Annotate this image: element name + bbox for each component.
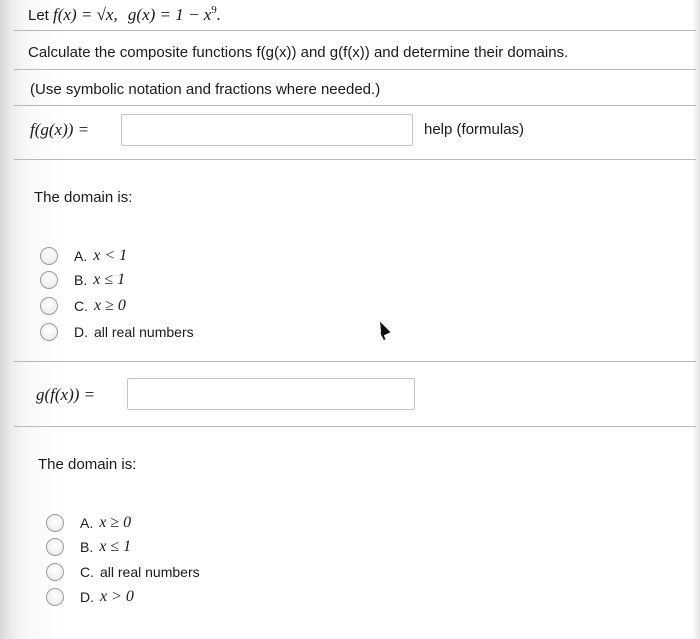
fg-label-text: f(g(x)) = [30,120,90,139]
option-1d[interactable] [40,322,194,342]
g-definition-end: . [216,5,222,24]
option-text: x ≥ 0 [94,297,126,314]
divider [14,30,696,31]
page-edge [692,0,700,639]
option-text: x ≤ 1 [93,271,126,288]
g-definition: g(x) = 1 − x [127,5,212,24]
g-exponent: 9 [211,4,217,16]
radio-button[interactable] [46,563,64,581]
instruction-text: Calculate the composite functions f(g(x)) and g(f(x)) and determine their domains. [28,44,569,61]
option-text: all real numbers [94,324,194,340]
option-text: all real numbers [100,564,200,580]
option-2b[interactable] [46,537,131,557]
radio-button[interactable] [46,588,64,606]
fg-label [30,120,89,140]
gf-label-text: g(f(x)) = [36,385,96,404]
option-1a[interactable] [40,246,127,266]
option-1b[interactable] [40,270,125,290]
option-text: x ≥ 0 [99,514,132,531]
divider [14,69,696,70]
radio-button[interactable] [40,297,58,315]
option-letter: B. [80,539,94,555]
option-letter: A. [80,515,94,531]
radio-button[interactable] [40,271,58,289]
radio-button[interactable] [46,538,64,556]
option-letter: C. [74,298,88,314]
divider [14,426,696,427]
divider [14,159,696,160]
option-text: x ≤ 1 [99,538,132,555]
domain-label-2: The domain is: [38,456,137,473]
help-formulas-link[interactable] [424,121,524,138]
notation-note: (Use symbolic notation and fractions where needed.) [30,81,381,98]
gf-label [36,385,95,405]
option-letter: D. [74,324,88,340]
f-definition: f(x) = √x, [53,5,118,24]
option-1c[interactable] [40,296,126,316]
option-2d[interactable] [46,587,134,607]
divider [14,105,696,106]
domain-label-1: The domain is: [34,189,133,206]
option-letter: B. [74,272,88,288]
problem-statement [28,4,221,25]
option-letter: A. [74,248,88,264]
option-2a[interactable] [46,513,131,533]
option-letter: D. [80,589,94,605]
option-text: x < 1 [93,247,128,264]
option-2c[interactable] [46,562,200,582]
intro-prefix: Let [28,7,49,24]
fg-answer-input[interactable] [121,114,413,146]
radio-button[interactable] [46,514,64,532]
radio-button[interactable] [40,247,58,265]
divider [14,361,696,362]
option-text: x > 0 [100,588,134,605]
gf-answer-input[interactable] [127,378,415,410]
help-formulas-link-text[interactable]: help (formulas) [424,121,525,138]
option-letter: C. [80,564,94,580]
radio-button[interactable] [40,323,58,341]
